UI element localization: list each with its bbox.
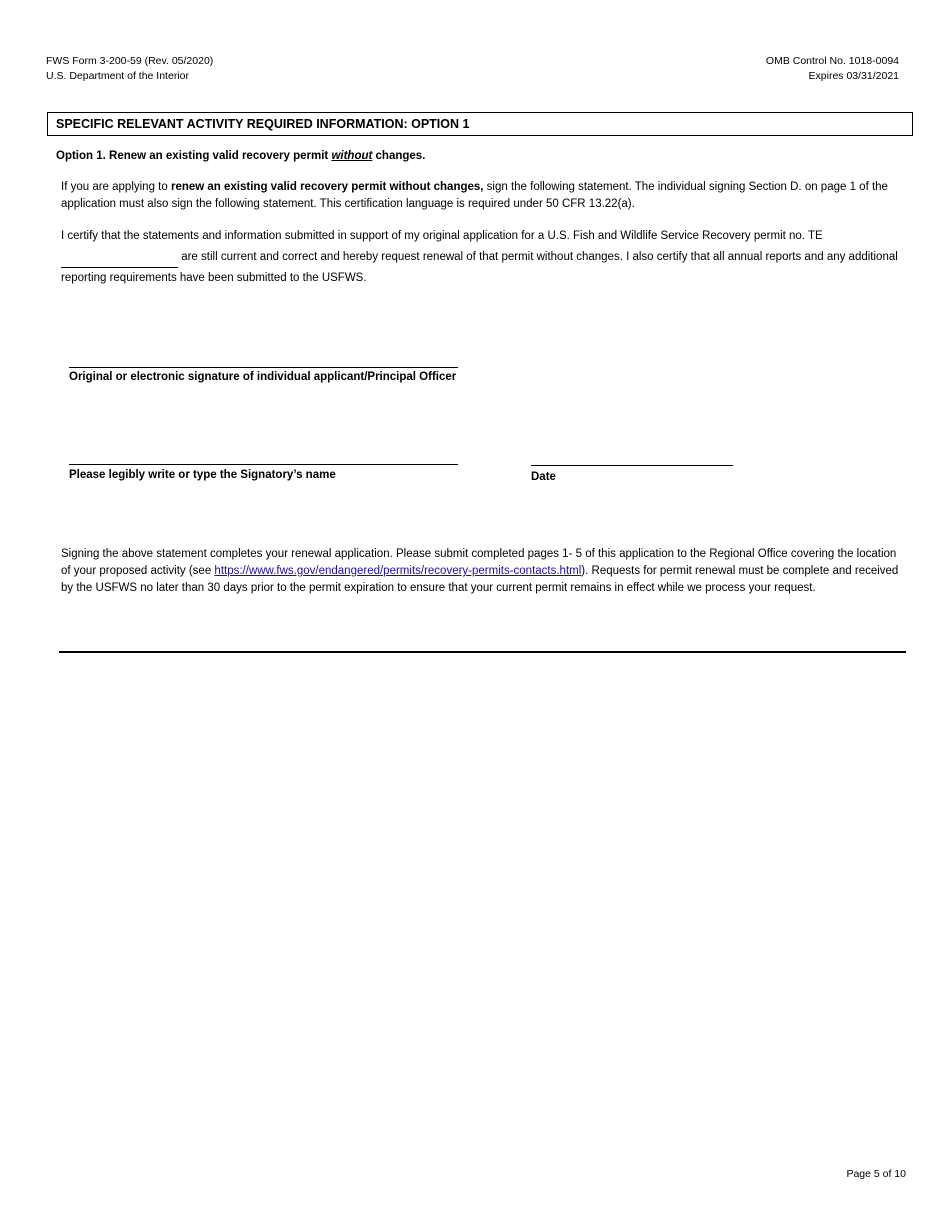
section-title: SPECIFIC RELEVANT ACTIVITY REQUIRED INFORMATION: OPTION 1	[47, 112, 913, 136]
omb-control-number: OMB Control No. 1018-0094	[765, 55, 899, 67]
section-divider	[59, 651, 906, 653]
instructions-lead: If you are applying to	[61, 181, 171, 193]
header-right	[766, 54, 899, 84]
certification-part1: I certify that the statements and information submitted in support of my original application for a U.S. Fish and Wildlife Service Recovery permit no. TE	[61, 230, 823, 242]
date-line[interactable]	[531, 465, 733, 466]
option-heading-emphasis: without	[331, 150, 373, 162]
closing-part2: ). Requests for permit renewal must be complete and received by the USFWS no later than 30 days prior to the permit expiration to ensure that your current permit remains in effect while we process your request.	[61, 565, 899, 594]
closing-paragraph	[61, 546, 906, 597]
signatory-name-line[interactable]	[69, 464, 458, 465]
permit-number-field[interactable]	[61, 247, 178, 269]
signatory-name-label: Please legibly write or type the Signatory’s name	[69, 469, 336, 481]
date-label: Date	[531, 471, 556, 483]
signature-label: Original or electronic signature of individual applicant/Principal Officer	[69, 371, 457, 383]
option-heading	[56, 150, 425, 162]
instructions-rest: sign the following statement. The individual signing Section D. on page 1 of the application must also sign the following statement. This certification language is required under 50 CFR 13.22(a).	[61, 181, 888, 210]
department-name: U.S. Department of the Interior	[46, 70, 189, 82]
signature-line[interactable]	[69, 367, 458, 368]
form-number: FWS Form 3-200-59 (Rev. 05/2020)	[46, 55, 214, 67]
instructions-bold: renew an existing valid recovery permit without changes,	[170, 181, 484, 193]
option-heading-prefix: Option 1. Renew an existing valid recovery permit	[56, 150, 332, 162]
certification-paragraph	[61, 226, 906, 289]
expiration-date: Expires 03/31/2021	[808, 70, 899, 82]
certification-part2: are still current and correct and hereby request renewal of that permit without changes. I also certify that all annual reports and any additional reporting requirements have been submitted to the USFWS.	[61, 250, 898, 284]
header-left	[46, 54, 213, 84]
page-number: Page 5 of 10	[846, 1168, 906, 1180]
recovery-permits-contacts-link[interactable]: https://www.fws.gov/endangered/permits/recovery-permits-contacts.html	[214, 565, 582, 577]
option-heading-suffix: changes.	[372, 150, 426, 162]
closing-part1: Signing the above statement completes your renewal application. Please submit completed pages 1- 5 of this application to the Regional Office covering the location of your proposed activity (see	[61, 548, 897, 577]
instructions-paragraph	[61, 179, 906, 213]
